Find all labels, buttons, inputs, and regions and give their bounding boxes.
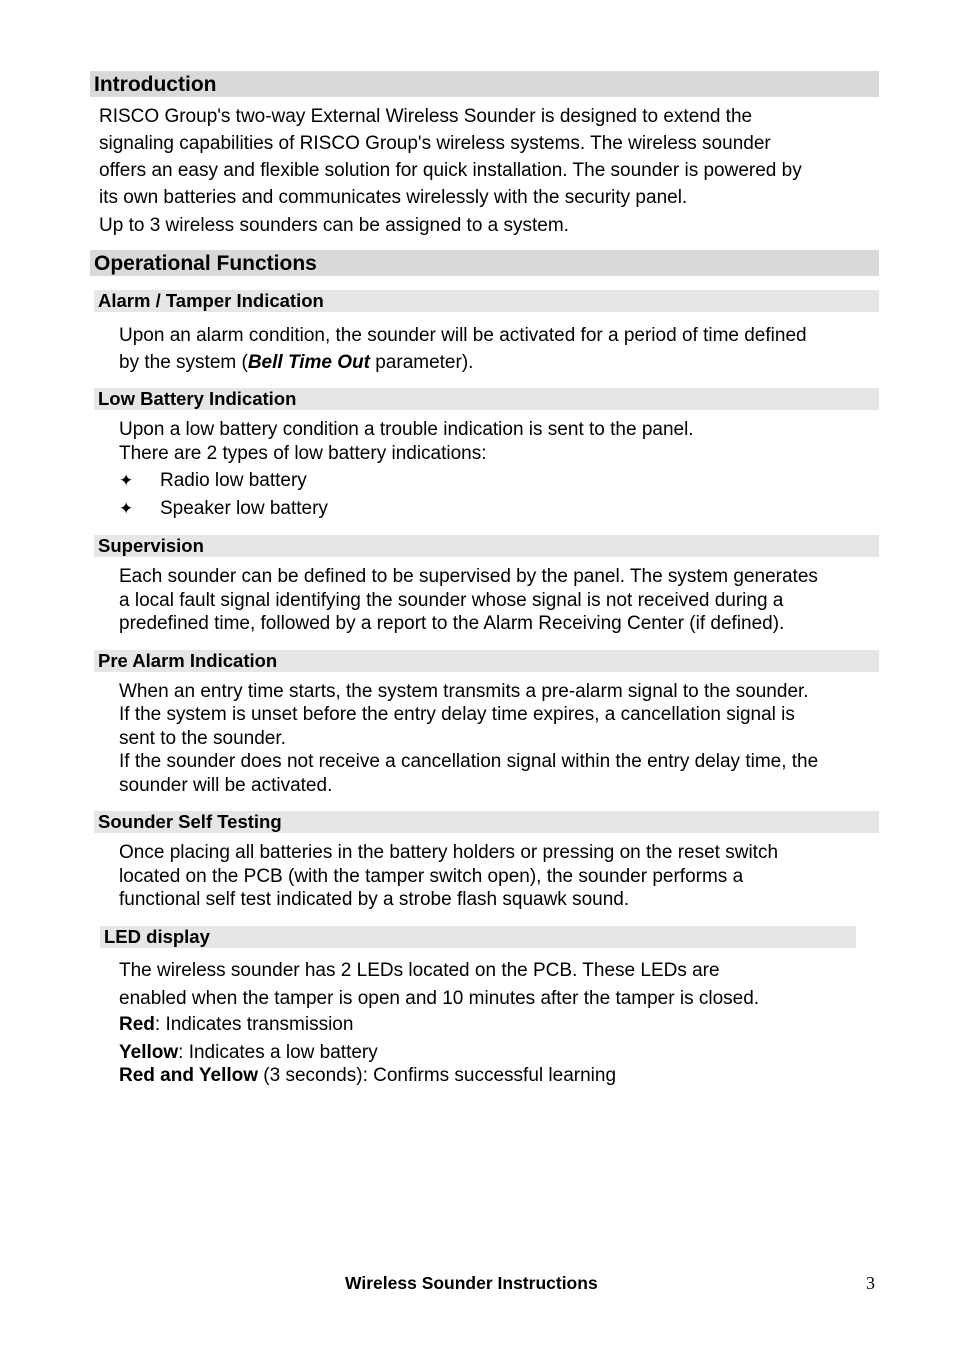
supervision-line-1: Each sounder can be defined to be supervised by the panel. The system generates [119, 566, 818, 587]
supervision-line-3: predefined time, followed by a report to the Alarm Receiving Center (if defined). [119, 613, 785, 634]
low-battery-heading: Low Battery Indication [94, 388, 879, 410]
introduction-line-3: offers an easy and flexible solution for quick installation. The sounder is powered by [99, 160, 802, 181]
self-testing-heading: Sounder Self Testing [94, 811, 879, 833]
pre-alarm-line-2: If the system is unset before the entry delay time expires, a cancellation signal is [119, 704, 795, 725]
led-display-heading: LED display [100, 926, 856, 948]
self-testing-line-3: functional self test indicated by a strobe flash squawk sound. [119, 889, 630, 910]
footer-title: Wireless Sounder Instructions [345, 1273, 598, 1293]
bullet-item-speaker: Speaker low battery [160, 498, 328, 519]
led-line-2: enabled when the tamper is open and 10 minutes after the tamper is closed. [119, 988, 760, 1009]
self-testing-line-1: Once placing all batteries in the battery holders or pressing on the reset switch [119, 842, 779, 863]
introduction-line-2: signaling capabilities of RISCO Group's wireless systems. The wireless sounder [99, 133, 771, 154]
pre-alarm-line-3: sent to the sounder. [119, 728, 286, 749]
led-red-line: Red: Indicates transmission [119, 1014, 354, 1035]
supervision-heading: Supervision [94, 535, 879, 557]
introduction-line-1: RISCO Group's two-way External Wireless Sounder is designed to extend the [99, 106, 753, 127]
introduction-line-4: its own batteries and communicates wirelessly with the security panel. [99, 187, 688, 208]
low-battery-line-1: Upon a low battery condition a trouble indication is sent to the panel. [119, 419, 694, 440]
pre-alarm-heading: Pre Alarm Indication [94, 650, 879, 672]
introduction-heading: Introduction [90, 71, 879, 97]
led-both-line: Red and Yellow (3 seconds): Confirms successful learning [119, 1065, 617, 1086]
alarm-tamper-line-2: by the system (Bell Time Out parameter). [119, 352, 474, 373]
led-line-1: The wireless sounder has 2 LEDs located on the PCB. These LEDs are [119, 960, 720, 981]
bullet-icon: ✦ [119, 471, 134, 490]
alarm-tamper-heading: Alarm / Tamper Indication [94, 290, 879, 312]
page-number: 3 [866, 1273, 875, 1293]
bullet-item-radio: Radio low battery [160, 470, 307, 491]
supervision-line-2: a local fault signal identifying the sounder whose signal is not received during a [119, 590, 784, 611]
bullet-icon: ✦ [119, 499, 134, 518]
pre-alarm-line-1: When an entry time starts, the system transmits a pre-alarm signal to the sounder. [119, 681, 809, 702]
alarm-tamper-line-1: Upon an alarm condition, the sounder will be activated for a period of time defined [119, 325, 807, 346]
bell-time-out-term: Bell Time Out [247, 352, 370, 373]
pre-alarm-line-5: sounder will be activated. [119, 775, 333, 796]
low-battery-line-2: There are 2 types of low battery indications: [119, 443, 487, 464]
introduction-line-5: Up to 3 wireless sounders can be assigned to a system. [99, 215, 569, 236]
self-testing-line-2: located on the PCB (with the tamper switch open), the sounder performs a [119, 866, 744, 887]
operational-functions-heading: Operational Functions [90, 250, 879, 276]
led-yellow-line: Yellow: Indicates a low battery [119, 1042, 378, 1063]
pre-alarm-line-4: If the sounder does not receive a cancellation signal within the entry delay time, the [119, 751, 819, 772]
